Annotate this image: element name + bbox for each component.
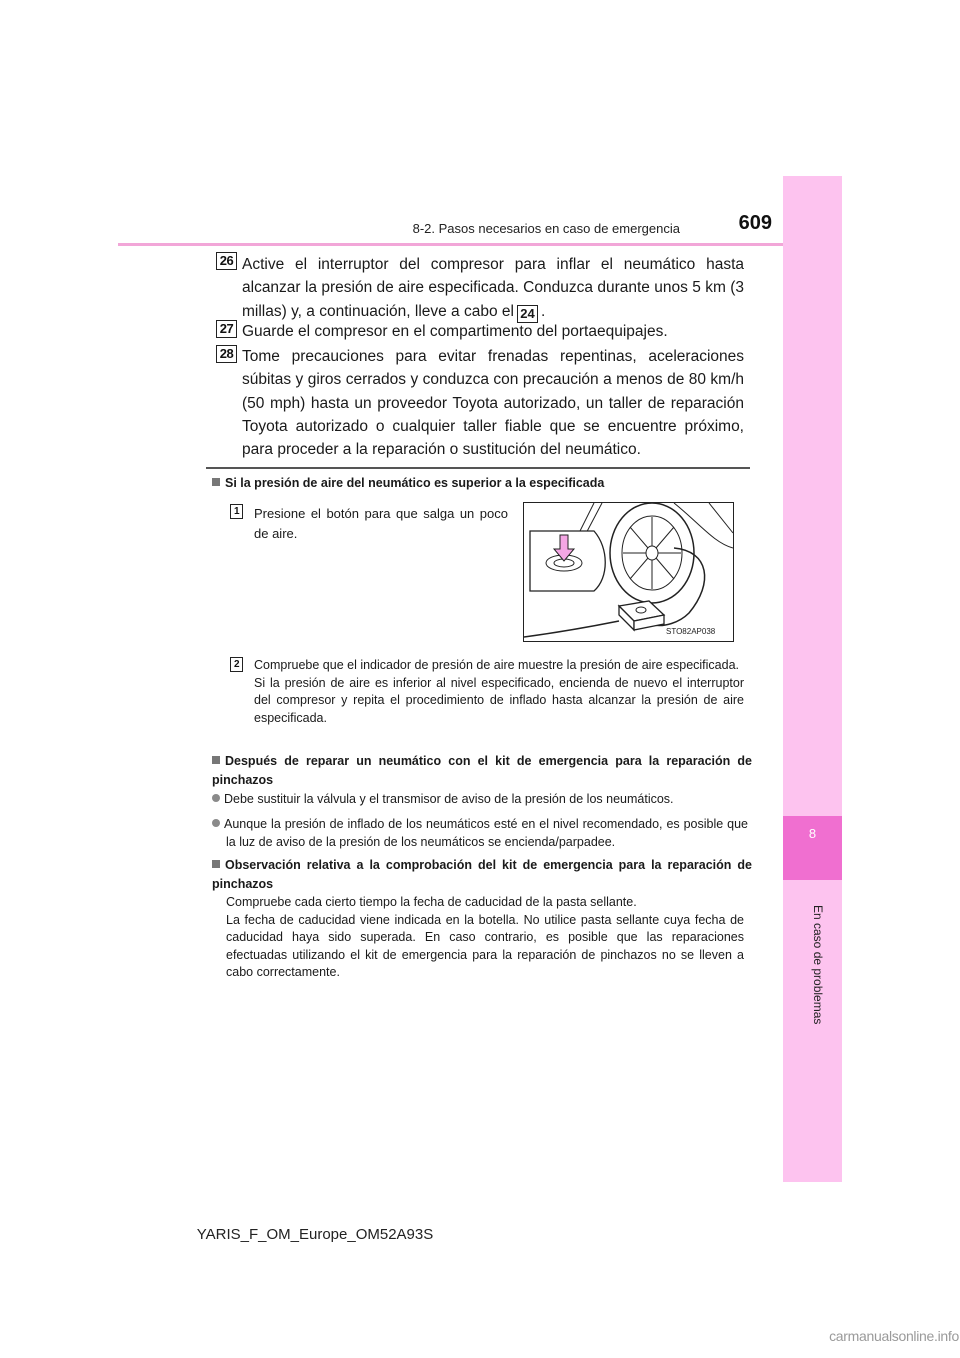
round-bullet-icon — [212, 819, 220, 827]
tire-compressor-drawing — [524, 503, 733, 641]
substep-number-1: 1 — [230, 504, 243, 519]
watermark: carmanualsonline.info — [829, 1328, 959, 1344]
substep-2-line-1: Compruebe que el indicador de presión de aire muestre la presión de aire especificada. — [254, 658, 740, 672]
section-divider — [206, 467, 750, 469]
step-26-text — [242, 253, 744, 323]
square-bullet-icon — [212, 756, 220, 764]
figure-code: STO82AP038 — [666, 627, 716, 636]
step-number-26: 26 — [216, 252, 237, 270]
footer-doc-code: YARIS_F_OM_Europe_OM52A93S — [196, 1226, 434, 1243]
substep-2-text — [254, 657, 744, 727]
page-number: 609 — [738, 212, 772, 234]
compressor-illustration — [523, 502, 734, 642]
check-text — [226, 894, 744, 982]
check-line-2: La fecha de caducidad viene indicada en la botella. No utilice pasta sellante cuya fecha de caducidad haya sido superada. En caso contrario, es posible que las reparaciones efectuadas utilizando el kit de emergencia para la reparación de pinchazos no se lleven a cabo correctamente. — [226, 912, 744, 979]
step-27-text: Guarde el compresor en el compartimento del portaequipajes. — [242, 323, 668, 340]
step-26-text-before: Active el interruptor del compresor para inflar el neumático hasta alcanzar la presión de aire especificada. Conduzca durante unos 5 km (3 millas) y, a continuación, lleve a cabo el — [242, 256, 744, 320]
square-bullet-icon — [212, 860, 220, 868]
side-chapter-number: 8 — [808, 826, 817, 841]
section-after-heading: Después de reparar un neumático con el kit de emergencia para la reparación de pinchazos — [212, 754, 752, 787]
header-divider — [118, 243, 783, 246]
round-bullet-icon — [212, 794, 220, 802]
substep-1-text: Presione el botón para que salga un poco de aire. — [254, 506, 508, 541]
check-line-1: Compruebe cada cierto tiempo la fecha de caducidad de la pasta sellante. — [226, 895, 637, 909]
step-28-text: Tome precauciones para evitar frenadas repentinas, aceleraciones súbitas y giros cerrados y conduzca con precaución a menos de 80 km/h (50 mph) hasta un proveedor Toyota autorizado, un taller de reparación Toyota autorizado o cualquier taller fiable que se encuentre próximo, para proceder a la reparación o sustitución del neumático. — [242, 348, 744, 459]
step-number-28: 28 — [216, 345, 237, 363]
substep-number-2: 2 — [230, 657, 243, 672]
step-ref-24: 24 — [517, 305, 538, 323]
header-title: 8-2. Pasos necesarios en caso de emergencia — [412, 221, 680, 236]
substep-2-line-2: Si la presión de aire es inferior al nivel especificado, encienda de nuevo el interruptor del compresor y repita el procedimiento de inflado hasta alcanzar la presión de aire especificada. — [254, 675, 744, 725]
after-bullet-2: Aunque la presión de inflado de los neumáticos esté en el nivel recomendado, es posible que la luz de aviso de la presión de los neumáticos se encienda/parpadee. — [212, 816, 748, 851]
after-bullet-1: Debe sustituir la válvula y el transmisor de aviso de la presión de los neumáticos. — [212, 791, 748, 809]
square-bullet-icon — [212, 478, 220, 486]
step-number-27: 27 — [216, 320, 237, 338]
section-pressure-heading: Si la presión de aire del neumático es superior a la especificada — [212, 474, 752, 493]
step-26-text-after: . — [540, 302, 546, 320]
section-check-heading: Observación relativa a la comprobación del kit de emergencia para la reparación de pinchazos — [212, 858, 752, 891]
side-chapter-label: En caso de problemas — [811, 905, 825, 1025]
